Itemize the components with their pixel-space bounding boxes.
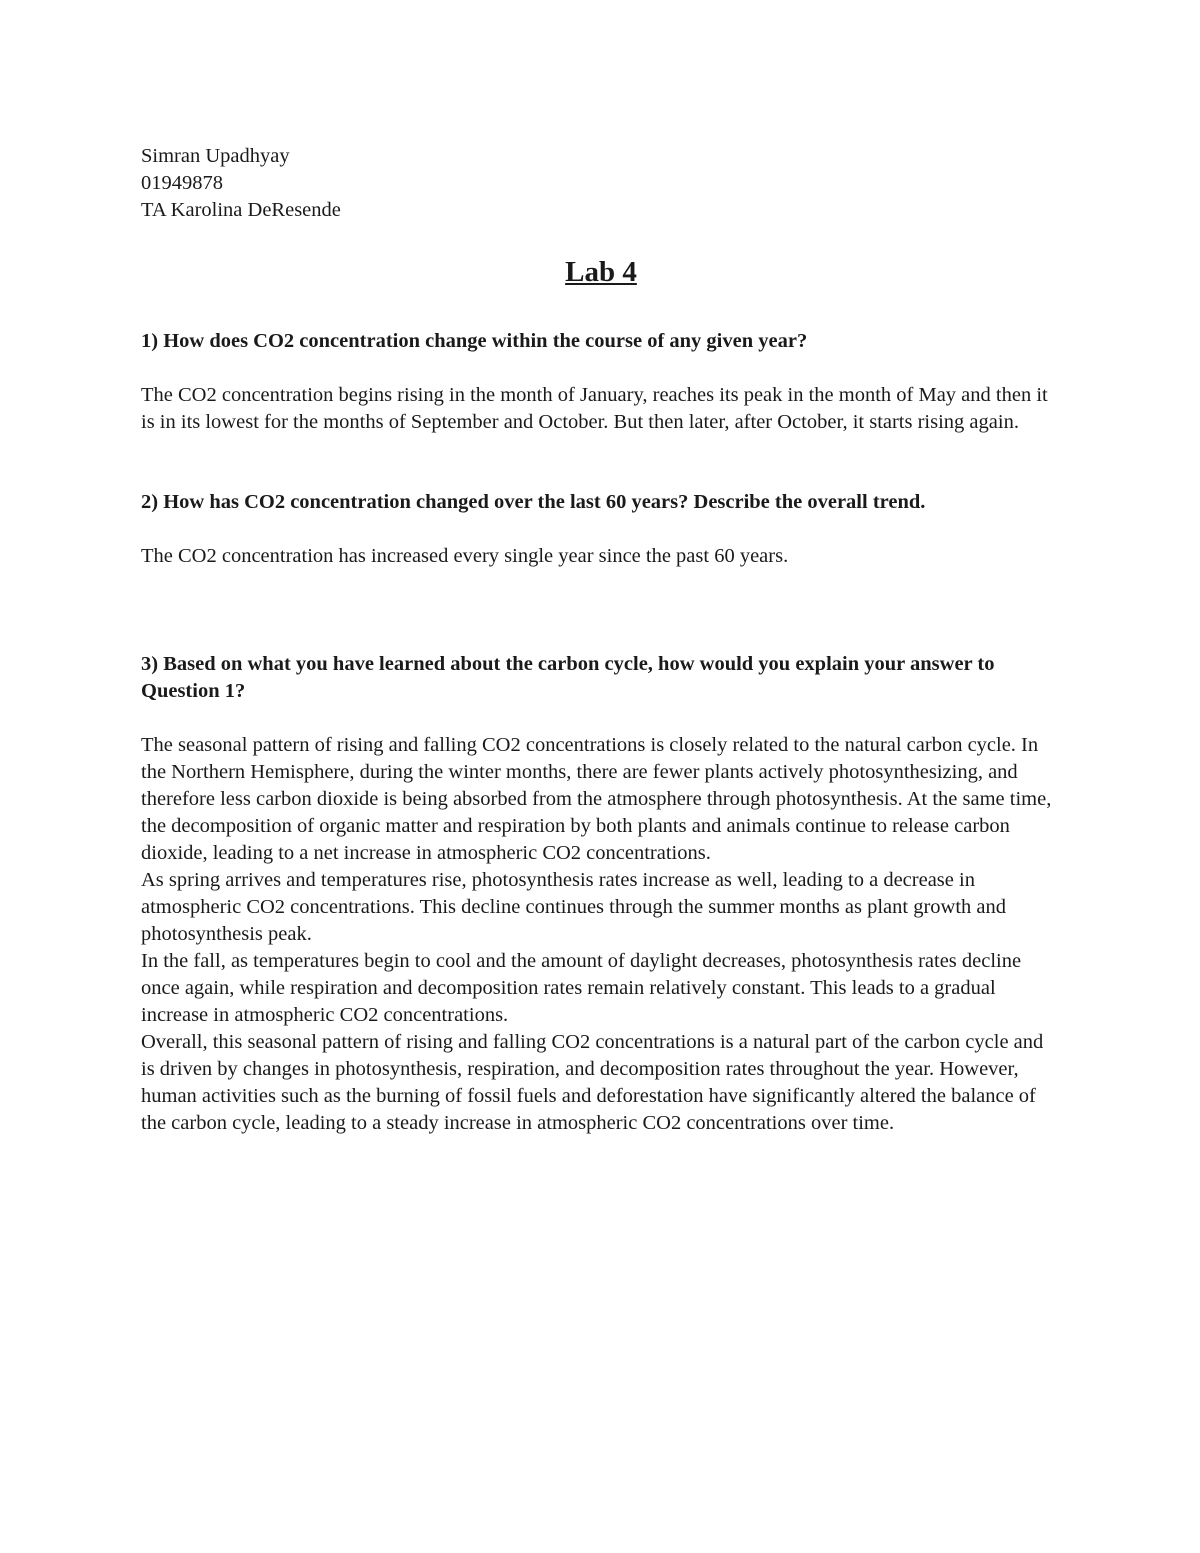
student-name: Simran Upadhyay [141,145,290,167]
answer-2: The CO2 concentration has increased every single year since the past 60 years. [141,545,789,567]
question-3: 3) Based on what you have learned about the carbon cycle, how would you explain your answer to Question 1? [141,653,995,702]
document-body [141,143,1061,1137]
question-1: 1) How does CO2 concentration change within the course of any given year? [141,330,808,352]
answer-3-paragraph: The seasonal pattern of rising and falling CO2 concentrations is closely related to the natural carbon cycle. In the Northern Hemisphere, during the winter months, there are fewer plants actively photosynthesizing, and therefore less carbon dioxide is being absorbed from the atmosphere through photosynthesis. At the same time, the decomposition of organic matter and respiration by both plants and animals continue to release carbon dioxide, leading to a net increase in atmospheric CO2 concentrations. [141,734,1052,864]
document-title: Lab 4 [565,256,637,288]
answer-3-paragraph: Overall, this seasonal pattern of rising and falling CO2 concentrations is a natural part of the carbon cycle and is driven by changes in photosynthesis, respiration, and decomposition rates throughout the year. However, human activities such as the burning of fossil fuels and deforestation have significantly altered the balance of the carbon cycle, leading to a steady increase in atmospheric CO2 concentrations over time. [141,1031,1044,1134]
answer-1: The CO2 concentration begins rising in the month of January, reaches its peak in the month of May and then it is in its lowest for the months of September and October. But then later, after October, it starts rising again. [141,384,1048,433]
answer-3 [141,732,1061,1137]
answer-3-paragraph: In the fall, as temperatures begin to cool and the amount of daylight decreases, photosynthesis rates decline once again, while respiration and decomposition rates remain relatively constant. This leads to a gradual increase in atmospheric CO2 concentrations. [141,950,1022,1026]
question-2: 2) How has CO2 concentration changed over the last 60 years? Describe the overall trend. [141,491,926,513]
student-id: 01949878 [141,172,223,194]
ta-name: TA Karolina DeResende [141,199,341,221]
answer-3-paragraph: As spring arrives and temperatures rise, photosynthesis rates increase as well, leading to a decrease in atmospheric CO2 concentrations. This decline continues through the summer months as plant growth and photosynthesis peak. [141,869,1007,945]
